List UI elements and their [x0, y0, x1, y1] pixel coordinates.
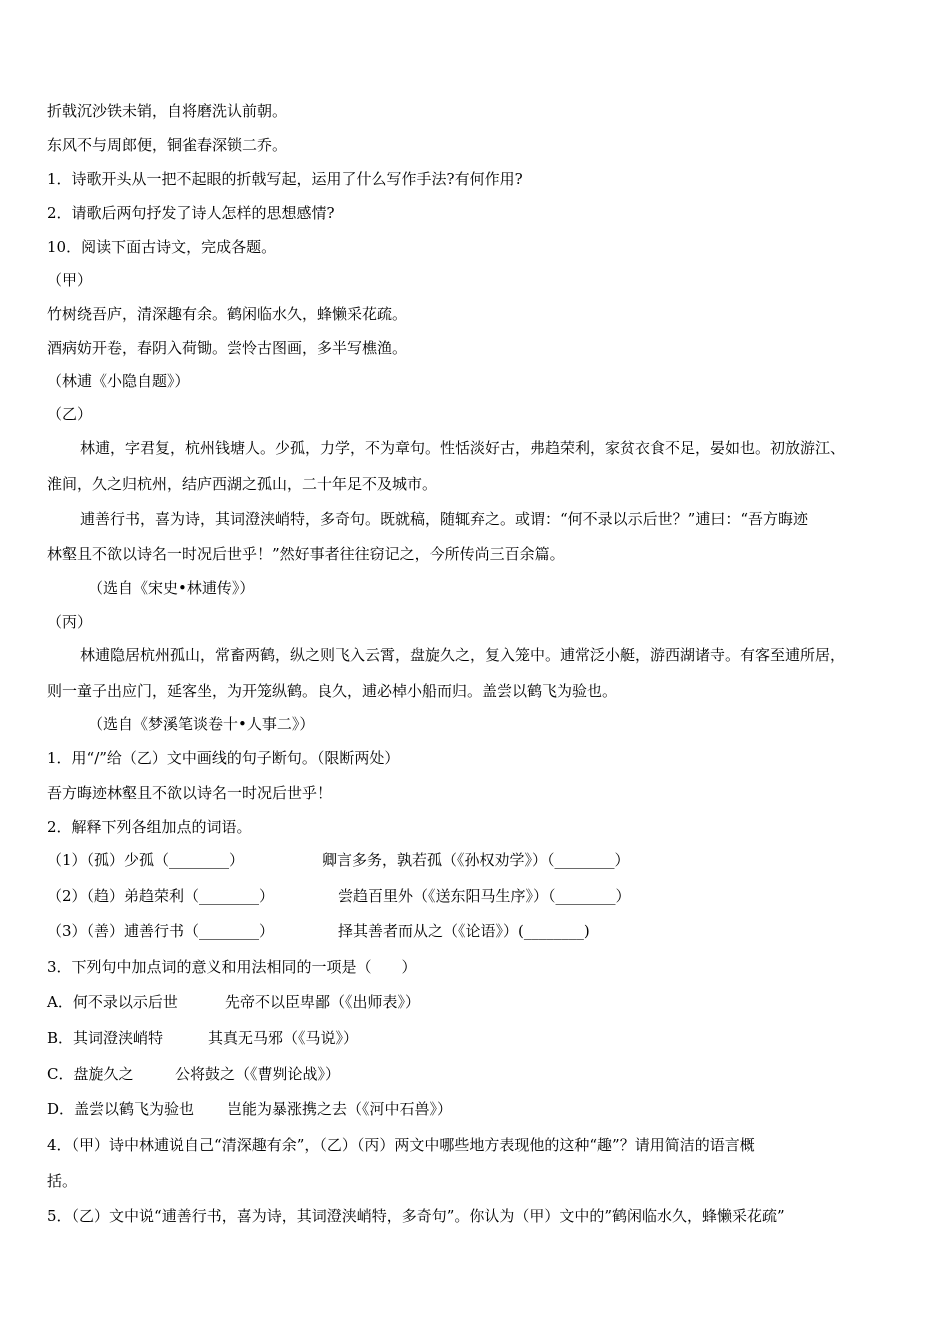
passage-line: 则一童子出应门，延客坐，为开笼纵鹤。良久，逋必棹小船而归。盖尝以鹤飞为验也。	[47, 682, 618, 700]
option-text: 公将鼓之（《曹刿论战》）	[175, 1065, 341, 1083]
question-10-heading: 10．阅读下面古诗文，完成各题。	[47, 238, 277, 256]
sub-question-5: 5．（乙）文中说“逋善行书，喜为诗，其词澄浃峭特，多奇句”。你认为（甲）文中的”鹤闲临水久，蜂懒采花疏”	[47, 1207, 785, 1225]
source-note: （选自《宋史•林逋传》）	[88, 579, 255, 597]
sub-question-3: 3．下列句中加点词的意义和用法相同的一项是（ ）	[47, 958, 417, 976]
passage-line: 林逋，字君复，杭州钱塘人。少孤，力学，不为章句。性恬淡好古，弗趋荣利，家贫衣食不足，晏如也。初放游江、	[80, 439, 846, 457]
vocab-item-a: （1）（孤）少孤（________）	[47, 851, 245, 869]
sub-question-1: 1．用“/”给（乙）文中画线的句子断句。（限断两处）	[47, 749, 400, 767]
question-9-2: 2．请歌后两句抒发了诗人怎样的思想感情?	[47, 204, 335, 222]
question-9-1: 1．诗歌开头从一把不起眼的折戟写起，运用了什么写作手法?有何作用?	[47, 170, 523, 188]
vocab-item-b: 择其善者而从之（《论语》）(________)	[338, 922, 590, 940]
option-text: D．盖尝以鹤飞为验也	[47, 1100, 195, 1118]
vocab-item	[47, 850, 910, 870]
option-text: 先帝不以臣卑鄙（《出师表》）	[225, 993, 421, 1011]
vocab-item-a: （3）（善）逋善行书（________）	[47, 922, 275, 940]
sentence-to-punctuate: 吾方晦迹林壑且不欲以诗名一时况后世乎！	[47, 784, 333, 802]
poem-line: 折戟沉沙铁未销，自将磨洗认前朝。	[47, 102, 288, 120]
vocab-item-b: 尝趋百里外（《送东阳马生序》）（________）	[338, 887, 631, 905]
option-text: B．其词澄浃峭特	[47, 1029, 164, 1047]
vocab-item	[47, 886, 910, 906]
vocab-item	[47, 921, 910, 941]
passage-line: 林壑且不欲以诗名一时况后世乎！”然好事者往往窃记之，今所传尚三百余篇。	[47, 545, 565, 563]
section-label-yi: （乙）	[47, 405, 93, 423]
section-label-bing: （丙）	[47, 613, 93, 631]
choice-option-b	[47, 1028, 910, 1048]
vocab-item-b: 卿言多务，孰若孤（《孙权劝学》）（________）	[322, 851, 630, 869]
choice-option-c	[47, 1064, 910, 1084]
section-label-jia: （甲）	[47, 271, 93, 289]
sub-question-4: 4．（甲）诗中林逋说自己“清深趣有余”，（乙）（丙）两文中哪些地方表现他的这种“趣”？请用简洁的语言概	[47, 1136, 755, 1154]
option-text: 岂能为暴涨携之去（《河中石兽》）	[227, 1100, 453, 1118]
poem-line: 东风不与周郎便，铜雀春深锁二乔。	[47, 136, 288, 154]
option-text: A．何不录以示后世	[47, 993, 178, 1011]
sub-question-2: 2．解释下列各组加点的词语。	[47, 818, 252, 836]
poem-line: 竹树绕吾庐，清深趣有余。鹤闲临水久，蜂懒采花疏。	[47, 305, 408, 323]
source-note: （选自《梦溪笔谈卷十•人事二》）	[88, 715, 315, 733]
choice-option-d	[47, 1099, 910, 1119]
vocab-item-a: （2）（趋）弟趋荣利（________）	[47, 887, 275, 905]
choice-option-a	[47, 992, 910, 1012]
passage-line: 逋善行书，喜为诗，其词澄浃峭特，多奇句。既就稿，随辄弃之。或谓：“何不录以示后世？”逋曰：“吾方晦迹	[80, 510, 809, 528]
source-note: （林逋《小隐自题》）	[47, 372, 190, 390]
passage-line: 淮间，久之归杭州，结庐西湖之孤山，二十年足不及城市。	[47, 475, 438, 493]
option-text: 其真无马邪（《马说》）	[208, 1029, 359, 1047]
option-text: C．盘旋久之	[47, 1065, 134, 1083]
sub-question-4-cont: 括。	[47, 1172, 78, 1190]
passage-line: 林逋隐居杭州孤山，常畜两鹤，纵之则飞入云霄，盘旋久之，复入笼中。逋常泛小艇，游西湖诸寺。有客至逋所居，	[80, 646, 846, 664]
poem-line: 酒病妨开卷，春阴入荷锄。尝怜古图画，多半写樵渔。	[47, 339, 408, 357]
